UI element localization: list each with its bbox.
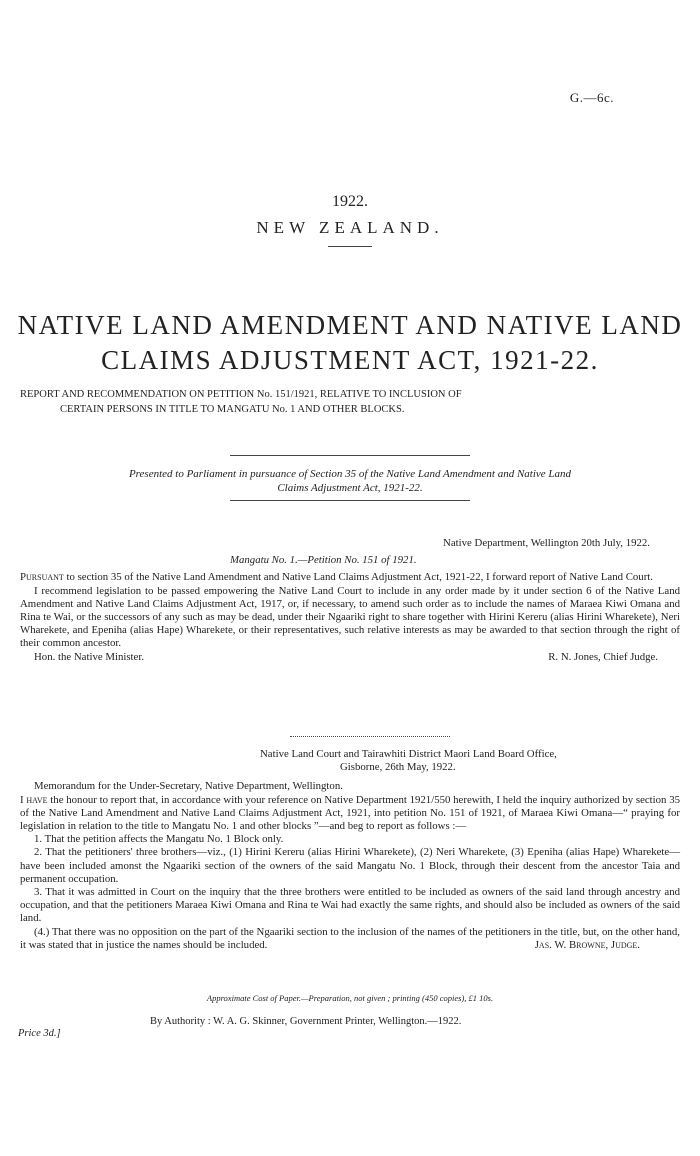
letter-native-land-court (20, 748, 680, 952)
letter-paragraph (20, 794, 680, 834)
document-title-line-2: CLAIMS ADJUSTMENT ACT, 1921-22. (101, 345, 599, 375)
letter-address-line-2: Gisborne, 26th May, 1922. (340, 761, 456, 774)
printing-cost-note: Approximate Cost of Paper.—Preparation, not given ; printing (450 copies), £1 10s. (206, 993, 494, 1003)
paragraph-lead: I have (20, 793, 48, 806)
letter-address: Native Department, Wellington 20th July, 1922. (443, 537, 650, 549)
country-heading: NEW ZEALAND. (256, 218, 444, 237)
presented-line-2: Claims Adjustment Act, 1921-22. (277, 482, 423, 494)
divider (230, 500, 470, 501)
divider (290, 736, 450, 737)
printer-authority: By Authority : W. A. G. Skinner, Government Printer, Wellington.—1922. (150, 1016, 462, 1027)
signature: Jas. W. Browne, Judge. (534, 939, 640, 952)
subtitle-line-1: REPORT AND RECOMMENDATION ON PETITION No. 151/1921, RELATIVE TO INCLUSION OF (20, 389, 462, 400)
subtitle-line-2: CERTAIN PERSONS IN TITLE TO MANGATU No. 1 AND OTHER BLOCKS. (60, 404, 405, 415)
report-item: (4.) That there was no opposition on the part of the Ngaariki section to the inclusion of the names of the petitioners in the title, but, on the other hand, it was stated that in justice the names should be included. (20, 925, 680, 951)
paragraph-text: to section 35 of the Native Land Amendment and Native Land Claims Adjustment Act, 1921-22, I forward report of Native Land Court. (63, 571, 653, 584)
presented-notice (20, 467, 680, 495)
publication-year: 1922. (332, 193, 368, 210)
signature: R. N. Jones, Chief Judge. (548, 650, 658, 663)
paragraph-lead: Pursuant (20, 571, 64, 584)
paragraph-text: the honour to report that, in accordance with your reference on Native Department 1921/550 herewith, I held the inquiry authorized by section 35 of the Native Land Amendment and Native Land Claims Adjustment Act, 1921, into petition No. 151 of 1921, of Maraea Kiwi Omana—“ praying for legislation in relation to the title to Mangatu No. 1 and other blocks ”—and beg to report as follows :— (20, 793, 681, 833)
presented-line-1: Presented to Parliament in pursuance of Section 35 of the Native Land Amendment and Native Land (128, 468, 572, 480)
addressee: Hon. the Native Minister. (34, 650, 145, 663)
letter-signoff (20, 651, 680, 664)
report-item: 1. That the petition affects the Mangatu No. 1 Block only. (34, 833, 284, 846)
divider (328, 246, 372, 247)
document-title-line-1: NATIVE LAND AMENDMENT AND NATIVE LAND (17, 310, 683, 340)
letter-paragraph (20, 571, 680, 584)
letter-paragraph: I recommend legislation to be passed empowering the Native Land Court to include in any order made by it under section 6 of the Native Land Amendment and Native Land Claims Adjustment Act, 1917, or, if necessary, to amend such order as to include the names of Maraea Kiwi Omana and Rina te Wai, or the successors of any such as may be dead, under their Ngaariki right to share together with Hirini Kereru (alias Hirini Wharekete), Neri Wharekete, and Epeniha (alias Hape) Wharekete, or their representatives, such relative interests as may be awarded to that section through the right of their common ancestor. (20, 584, 680, 650)
divider (230, 455, 470, 456)
report-item: 3. That it was admitted in Court on the inquiry that the three brothers were entitled to be included as owners of the said land through ancestry and occupation, and that the petitioners Maraea Kiwi Omana and Rina te Wai had exactly the same rights, and should also be included as owners of the said land. (20, 886, 680, 925)
paper-reference: G.—6c. (569, 90, 614, 105)
letter-heading: Mangatu No. 1.—Petition No. 151 of 1921. (230, 554, 417, 567)
memo-line: Memorandum for the Under-Secretary, Native Department, Wellington. (34, 780, 343, 793)
letter-native-department (20, 537, 680, 664)
document-subtitle (20, 387, 680, 417)
report-item: 2. That the petitioners' three brothers—viz., (1) Hirini Kereru (alias Hirini Wharekete), (2) Neri Wharekete, (3) Epeniha (alias Hape) Wharekete—have been included amonst the Ngaariki section of the owners of the said Mangatu No. 1 Block, through their descent from the ancestor Taia and permanent occupation. (20, 846, 680, 885)
price-note: Price 3d.] (18, 1028, 61, 1039)
letter-address-line-1: Native Land Court and Tairawhiti District Maori Land Board Office, (260, 748, 557, 760)
